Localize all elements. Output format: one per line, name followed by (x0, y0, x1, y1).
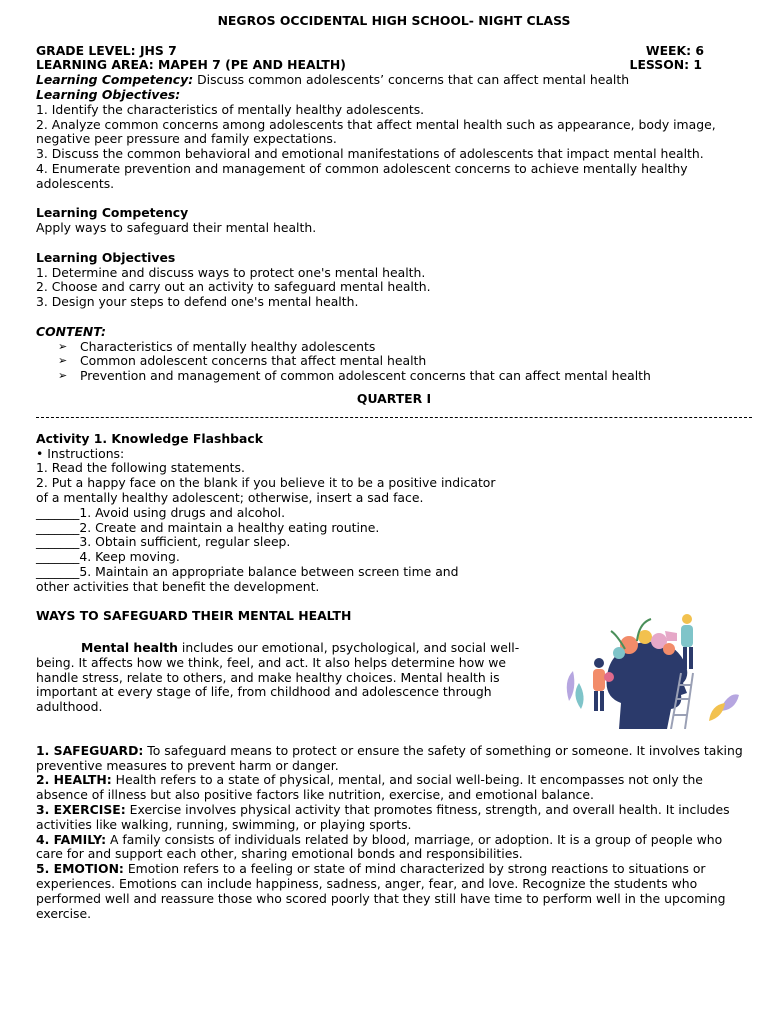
term-label: 4. FAMILY: (36, 831, 107, 847)
objective-2-1: 1. Determine and discuss ways to protect one's mental health. (36, 264, 426, 280)
dashed-divider (36, 417, 752, 418)
activity-item: _______5. Maintain an appropriate balance between screen time and (36, 563, 459, 579)
term-label: 5. EMOTION: (36, 861, 124, 877)
term-label: 2. HEALTH: (36, 772, 112, 788)
objective-1-2b: negative peer pressure and family expectations. (36, 131, 337, 147)
activity-line: 1. Read the following statements. (36, 460, 245, 476)
learning-area: LEARNING AREA: MAPEH 7 (PE AND HEALTH) (36, 57, 346, 73)
week: WEEK: 6 (645, 42, 704, 58)
term-safeguard (36, 744, 752, 774)
competency-1-text: Discuss common adolescents’ concerns that can affect mental health (193, 72, 630, 88)
objective-2-3: 3. Design your steps to defend one's mental health. (36, 294, 359, 310)
activity-item: _______3. Obtain sufficient, regular sleep. (36, 534, 291, 550)
content-list (36, 340, 752, 384)
activity-item: _______2. Create and maintain a healthy eating routine. (36, 519, 380, 535)
term-emotion (36, 862, 752, 921)
grade-row (36, 44, 752, 59)
activity-title: Activity 1. Knowledge Flashback (36, 430, 263, 446)
school-title: NEGROS OCCIDENTAL HIGH SCHOOL- NIGHT CLASS (217, 13, 571, 28)
activity-item: _______1. Avoid using drugs and alcohol. (36, 504, 286, 520)
area-row (36, 58, 752, 73)
mental-health-label: Mental health (81, 640, 178, 656)
content-item: ➢ Characteristics of mentally healthy adolescents (58, 340, 752, 355)
term-definition: To safeguard means to protect or ensure the safety of something or someone. It involves taking preventive measures to prevent harm or danger. (36, 742, 743, 773)
objectives-1-label: Learning Objectives: (36, 86, 181, 102)
term-health (36, 773, 752, 803)
activity-line: 2. Put a happy face on the blank if you believe it to be a positive indicator (36, 475, 496, 491)
term-definition: Health refers to a state of physical, mental, and social well-being. It encompasses not only the absence of illness but also positive factors like nutrition, exercise, and emotional balance. (36, 772, 703, 803)
term-exercise (36, 803, 752, 833)
quarter-heading: QUARTER I (356, 390, 432, 406)
term-family (36, 833, 752, 863)
document-page (36, 14, 752, 921)
objectives-2-label: Learning Objectives (36, 249, 176, 265)
lesson: LESSON: 1 (629, 57, 702, 73)
objective-1-4: 4. Enumerate prevention and management of common adolescent concerns to achieve mentally healthy adolescents. (36, 160, 688, 191)
competency-1-label: Learning Competency: (36, 72, 194, 88)
activity-line: of a mentally healthy adolescent; otherwise, insert a sad face. (36, 489, 424, 505)
ways-title: WAYS TO SAFEGUARD THEIR MENTAL HEALTH (36, 608, 352, 624)
competency-2-label: Learning Competency (36, 205, 189, 221)
term-definition: Exercise involves physical activity that promotes fitness, strength, and overall health. It includes activities like walking, running, swimming, or playing sports. (36, 802, 730, 832)
activity-line: other activities that benefit the development. (36, 578, 320, 594)
instructions-label: • Instructions: (36, 445, 125, 461)
grade-level: GRADE LEVEL: JHS 7 (36, 42, 177, 58)
objective-2-2: 2. Choose and carry out an activity to safeguard mental health. (36, 279, 431, 295)
mental-health-text: includes our emotional, psychological, and social well-being. It affects how we think, feel, and act. It also helps determine how we handle stress, relate to others, and make healthy choices. Mental health is important at every stage of life, from childhood and adolescence through adulthood. (36, 640, 520, 715)
objective-1-1: 1. Identify the characteristics of mentally healthy adolescents. (36, 101, 425, 117)
objective-1-3: 3. Discuss the common behavioral and emotional manifestations of adolescents that impact mental health. (36, 146, 704, 162)
content-item: ➢ Common adolescent concerns that affect mental health (58, 354, 752, 369)
mental-health-illustration-icon (559, 611, 744, 729)
activity-item: _______4. Keep moving. (36, 549, 180, 565)
content-label: CONTENT: (36, 323, 107, 339)
term-definition: Emotion refers to a feeling or state of mind characterized by strong reactions to situations or experiences. Emotions can include happiness, sadness, anger, fear, and love. Recognize the students who performed well and reassure those who scored poorly that they still have time to perform well in the upcoming exercise. (36, 861, 726, 921)
objective-1-2: 2. Analyze common concerns among adolescents that affect mental health such as appearance, body image, (36, 116, 716, 132)
term-label: 1. SAFEGUARD: (36, 742, 144, 758)
competency-1 (36, 73, 752, 88)
term-label: 3. EXERCISE: (36, 802, 126, 818)
term-definition: A family consists of individuals related by blood, marriage, or adoption. It is a group of people who care for and support each other, sharing emotional bonds and responsibilities. (36, 831, 723, 862)
mental-health-paragraph (36, 641, 544, 729)
mental-health-section (36, 641, 752, 729)
content-item: ➢ Prevention and management of common adolescent concerns that can affect mental health (58, 369, 752, 384)
competency-2-text: Apply ways to safeguard their mental health. (36, 220, 317, 236)
